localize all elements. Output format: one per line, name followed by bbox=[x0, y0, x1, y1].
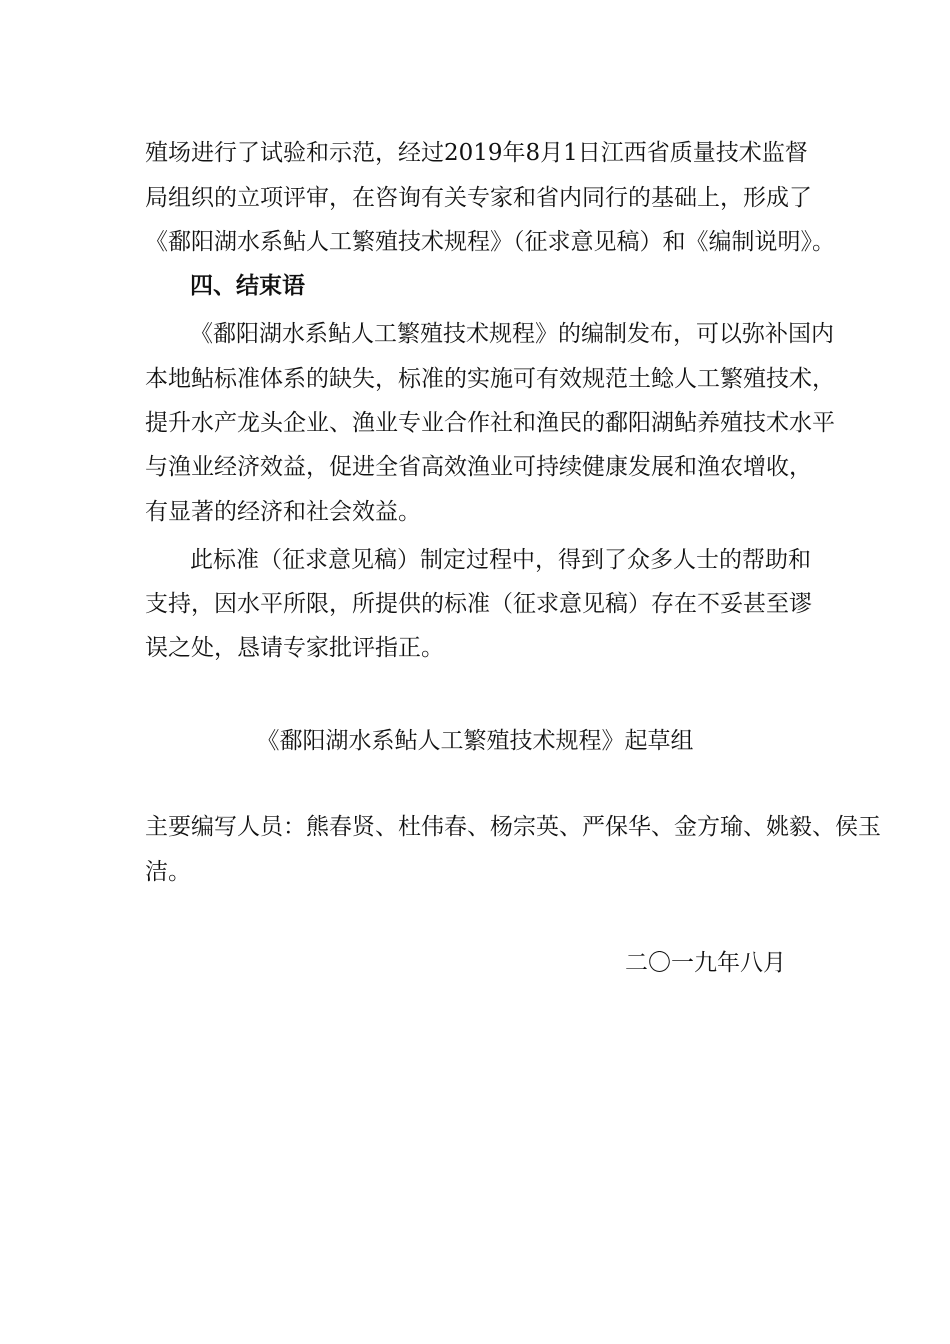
body-text-line: 本地鲇标准体系的缺失，标准的实施可有效规范土鲶人工繁殖技术， bbox=[145, 366, 835, 392]
body-text-line: 有显著的经济和社会效益。 bbox=[145, 499, 421, 525]
body-text-line: 局组织的立项评审，在咨询有关专家和省内同行的基础上，形成了 bbox=[145, 185, 812, 211]
body-text-line: 提升水产龙头企业、渔业专业合作社和渔民的鄱阳湖鲇养殖技术水平 bbox=[145, 410, 835, 436]
body-text-line: 殖场进行了试验和示范，经过2019年8月1日江西省质量技术监督 bbox=[145, 140, 808, 166]
body-text-line: 《鄱阳湖水系鲇人工繁殖技术规程》（征求意见稿）和《编制说明》。 bbox=[145, 229, 835, 255]
body-text-line: 《鄱阳湖水系鲇人工繁殖技术规程》的编制发布，可以弥补国内 bbox=[190, 321, 834, 347]
authors-line: 洁。 bbox=[145, 859, 191, 885]
document-date: 二〇一九年八月 bbox=[625, 950, 786, 976]
drafting-group-signature: 《鄱阳湖水系鲇人工繁殖技术规程》起草组 bbox=[256, 728, 694, 754]
body-text-line: 与渔业经济效益，促进全省高效渔业可持续健康发展和渔农增收， bbox=[145, 454, 812, 480]
authors-line: 主要编写人员：熊春贤、杜伟春、杨宗英、严保华、金方瑜、姚毅、侯玉 bbox=[145, 814, 881, 840]
section-heading: 四、结束语 bbox=[190, 273, 305, 299]
body-text-line: 支持，因水平所限，所提供的标准（征求意见稿）存在不妥甚至谬 bbox=[145, 591, 812, 617]
body-text-line: 此标准（征求意见稿）制定过程中，得到了众多人士的帮助和 bbox=[190, 547, 811, 573]
body-text-line: 误之处，恳请专家批评指正。 bbox=[145, 635, 444, 661]
